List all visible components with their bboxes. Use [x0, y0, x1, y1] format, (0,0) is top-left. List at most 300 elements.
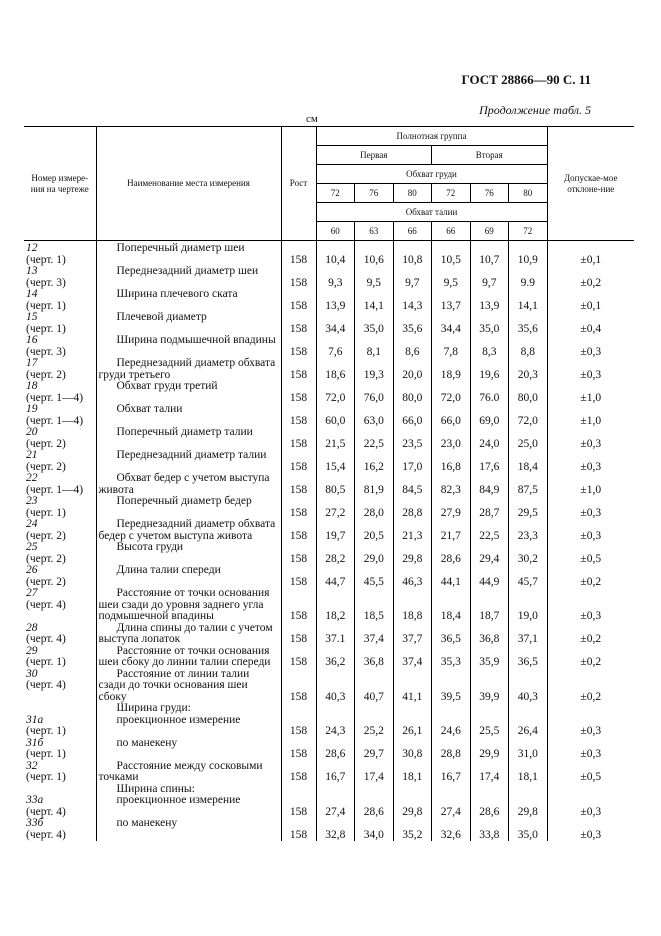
measure-name [96, 404, 281, 427]
measure-name-text: Переднезадний диаметр шеи [116, 265, 259, 277]
chest-value: 72 [316, 184, 355, 203]
measure-number-cell [24, 738, 96, 761]
measure-number: 24 [26, 518, 38, 530]
measure-name-text: по манекену [116, 736, 178, 749]
measure-name [96, 519, 281, 542]
value-cell: 63,0 [355, 404, 394, 427]
height-cell: 158 [281, 427, 316, 450]
measure-name-text: Плечевой диаметр [116, 311, 207, 323]
measure-name [96, 703, 281, 715]
drawing-ref: (черт. 1) [26, 322, 66, 335]
col-tolerance-header: Допускае-мое отклоне-ние [547, 127, 634, 241]
value-cell: 18,8 [393, 588, 432, 623]
value-cell: 26,4 [509, 715, 548, 738]
tolerance-cell: ±0,3 [547, 738, 634, 761]
value-cell: 17,4 [470, 761, 509, 784]
measure-number-cell [24, 241, 96, 267]
measure-number-cell [24, 542, 96, 565]
chest-value: 76 [470, 184, 509, 203]
tolerance-cell: ±0,3 [547, 588, 634, 623]
value-cell: 10,9 [509, 241, 548, 267]
value-cell: 24,3 [316, 715, 355, 738]
measure-number-cell [24, 473, 96, 496]
drawing-ref: (черт. 1) [26, 748, 66, 760]
height-cell [281, 703, 316, 715]
measure-name [96, 335, 281, 358]
col-height-header: Рост [281, 127, 316, 241]
value-cell: 30,8 [393, 738, 432, 761]
value-cell: 37,1 [509, 623, 548, 646]
value-cell: 44,9 [470, 565, 509, 588]
height-cell: 158 [281, 646, 316, 669]
value-cell: 29,4 [470, 542, 509, 565]
document-code: ГОСТ 28866—90 С. 11 [461, 72, 591, 87]
value-cell: 80,0 [393, 381, 432, 404]
value-cell: 29,8 [509, 795, 548, 818]
table-row [24, 542, 634, 565]
tolerance-cell: ±0,2 [547, 266, 634, 289]
measure-number-cell [24, 818, 96, 841]
height-cell: 158 [281, 473, 316, 496]
table-row [24, 669, 634, 704]
value-cell: 36,5 [509, 646, 548, 669]
measure-number-cell [24, 427, 96, 450]
fullness-group-header: Полнотная группа [316, 127, 547, 146]
measure-name-text: Обхват груди третий [116, 380, 218, 392]
measure-name-text: Расстояние между сосковыми точками [98, 759, 263, 783]
value-cell: 39,5 [432, 669, 471, 704]
measure-name-text: Обхват бедер с учетом выступа живота [98, 472, 270, 496]
table-row [24, 450, 634, 473]
measure-name [96, 266, 281, 289]
table-row [24, 703, 634, 715]
value-cell: 29,9 [470, 738, 509, 761]
waist-value: 63 [355, 222, 394, 241]
value-cell: 14,3 [393, 289, 432, 312]
value-cell: 28,2 [316, 542, 355, 565]
value-cell: 34,4 [432, 312, 471, 335]
unit-label: см [306, 113, 318, 125]
value-cell: 18,6 [316, 358, 355, 381]
value-cell: 28,8 [432, 738, 471, 761]
tolerance-cell: ±0,3 [547, 450, 634, 473]
value-cell: 24,0 [470, 427, 509, 450]
value-cell: 36,8 [355, 646, 394, 669]
measure-number: 31б [26, 736, 44, 749]
height-cell: 158 [281, 588, 316, 623]
drawing-ref: (черт. 3) [26, 276, 66, 289]
value-cell: 36,2 [316, 646, 355, 669]
measure-name-text: Переднезадний диаметр обхвата груди третьего [98, 357, 276, 381]
table-row [24, 588, 634, 623]
value-cell: 9,7 [393, 266, 432, 289]
measure-name-text: Ширина спины: [116, 782, 195, 795]
table-row [24, 381, 634, 404]
value-cell: 72,0 [509, 404, 548, 427]
value-cell: 35,2 [393, 818, 432, 841]
height-cell: 158 [281, 450, 316, 473]
table-row [24, 795, 634, 818]
value-cell: 31,0 [509, 738, 548, 761]
value-cell: 34,0 [355, 818, 394, 841]
table-body [24, 241, 634, 842]
value-cell: 28,7 [470, 496, 509, 519]
chest-value: 80 [509, 184, 548, 203]
value-cell: 9,5 [355, 266, 394, 289]
measure-name-text: Длина талии спереди [116, 564, 221, 576]
value-cell: 19,3 [355, 358, 394, 381]
value-cell: 76.0 [470, 381, 509, 404]
value-cell: 72,0 [316, 381, 355, 404]
height-cell [281, 784, 316, 796]
drawing-ref: (черт. 1) [26, 253, 66, 266]
value-cell: 25,5 [470, 715, 509, 738]
value-cell: 9,3 [316, 266, 355, 289]
chest-girth-header: Обхват груди [316, 165, 547, 184]
measure-name-text: Расстояние от точки основания шеи сзади до уровня заднего угла подмышечной впадины [98, 587, 270, 622]
value-cell: 23,5 [393, 427, 432, 450]
table-row [24, 266, 634, 289]
measure-name [96, 450, 281, 473]
value-cell: 44,1 [432, 565, 471, 588]
measure-name [96, 427, 281, 450]
measure-number: 17 [26, 357, 38, 369]
table-row [24, 646, 634, 669]
measure-number: 31а [26, 713, 44, 726]
value-cell: 19,0 [509, 588, 548, 623]
chest-value: 76 [355, 184, 394, 203]
value-cell: 14,1 [355, 289, 394, 312]
value-cell: 13,9 [316, 289, 355, 312]
value-cell: 37,4 [393, 646, 432, 669]
value-cell: 18,1 [393, 761, 432, 784]
drawing-ref: (черт. 4) [26, 598, 66, 611]
table-row [24, 818, 634, 841]
drawing-ref: (черт. 4) [26, 679, 66, 691]
height-cell: 158 [281, 335, 316, 358]
tolerance-cell: ±0,5 [547, 761, 634, 784]
value-cell: 21,5 [316, 427, 355, 450]
measure-name-text: Поперечный диаметр талии [116, 426, 253, 438]
waist-value: 66 [393, 222, 432, 241]
value-cell: 34,4 [316, 312, 355, 335]
measure-number-cell [24, 646, 96, 669]
waist-value: 66 [432, 222, 471, 241]
measure-name-text: Поперечный диаметр бедер [116, 495, 252, 507]
measure-name [96, 646, 281, 669]
measure-name-text: Ширина подмышечной впадины [116, 334, 276, 346]
drawing-ref: (черт. 2) [26, 529, 66, 542]
table-row [24, 241, 634, 267]
measure-number: 27 [26, 587, 38, 599]
measure-number-cell [24, 289, 96, 312]
measure-number: 32 [26, 759, 38, 772]
measure-number: 19 [26, 403, 38, 415]
tolerance-cell: ±1,0 [547, 381, 634, 404]
value-cell [509, 703, 548, 715]
height-cell: 158 [281, 381, 316, 404]
tolerance-cell: ±0,3 [547, 795, 634, 818]
drawing-ref: (черт. 2) [26, 575, 66, 588]
measure-name [96, 241, 281, 267]
value-cell: 17,6 [470, 450, 509, 473]
measure-number: 15 [26, 311, 38, 323]
value-cell: 32,6 [432, 818, 471, 841]
measure-name-text: Расстояние от точки основания шеи сбоку до линии талии спереди [98, 644, 271, 668]
value-cell: 76,0 [355, 381, 394, 404]
table-row [24, 289, 634, 312]
measure-number: 12 [26, 242, 38, 254]
value-cell [470, 784, 509, 796]
table-row [24, 784, 634, 796]
value-cell: 15,4 [316, 450, 355, 473]
measure-number-cell [24, 404, 96, 427]
value-cell: 37,4 [355, 623, 394, 646]
table-row [24, 519, 634, 542]
height-cell: 158 [281, 358, 316, 381]
measure-number-cell [24, 312, 96, 335]
measure-number: 14 [26, 288, 38, 300]
value-cell: 40,3 [509, 669, 548, 704]
value-cell: 21,7 [432, 519, 471, 542]
measure-name-text: Переднезадний диаметр талии [116, 449, 267, 461]
tolerance-cell: ±0,3 [547, 358, 634, 381]
value-cell: 87,5 [509, 473, 548, 496]
height-cell: 158 [281, 818, 316, 841]
value-cell: 13,9 [470, 289, 509, 312]
tolerance-cell: ±0,3 [547, 715, 634, 738]
value-cell: 14,1 [509, 289, 548, 312]
height-cell: 158 [281, 241, 316, 267]
measure-name [96, 588, 281, 623]
value-cell: 23,0 [432, 427, 471, 450]
height-cell: 158 [281, 404, 316, 427]
measure-number-cell [24, 715, 96, 738]
value-cell: 8,3 [470, 335, 509, 358]
chest-value: 72 [432, 184, 471, 203]
value-cell: 16,7 [432, 761, 471, 784]
value-cell [355, 784, 394, 796]
measure-name [96, 738, 281, 761]
tolerance-cell: ±0,4 [547, 312, 634, 335]
value-cell: 45,5 [355, 565, 394, 588]
waist-value: 69 [470, 222, 509, 241]
table-row [24, 335, 634, 358]
table-row [24, 623, 634, 646]
tolerance-cell: ±0,2 [547, 623, 634, 646]
measure-number-cell [24, 623, 96, 646]
value-cell: 16,7 [316, 761, 355, 784]
height-cell: 158 [281, 623, 316, 646]
group-first-header: Первая [316, 146, 432, 165]
value-cell: 25,0 [509, 427, 548, 450]
tolerance-cell: ±0,3 [547, 496, 634, 519]
value-cell: 20,3 [509, 358, 548, 381]
value-cell: 19,7 [316, 519, 355, 542]
value-cell: 16,8 [432, 450, 471, 473]
value-cell: 84,9 [470, 473, 509, 496]
value-cell: 19,6 [470, 358, 509, 381]
value-cell: 32,8 [316, 818, 355, 841]
drawing-ref: (черт. 4) [26, 805, 66, 818]
drawing-ref: (черт. 1) [26, 299, 66, 312]
tolerance-cell [547, 703, 634, 715]
measure-name-text: проекционное измерение [116, 794, 241, 806]
chest-value: 80 [393, 184, 432, 203]
value-cell: 41,1 [393, 669, 432, 704]
drawing-ref: (черт. 2) [26, 368, 66, 381]
value-cell: 27,4 [432, 795, 471, 818]
value-cell: 17,4 [355, 761, 394, 784]
value-cell: 24,6 [432, 715, 471, 738]
measurements-table [24, 126, 634, 841]
drawing-ref: (черт. 4) [26, 633, 66, 645]
continuation-note: Продолжение табл. 5 [479, 103, 591, 117]
measure-number-cell [24, 358, 96, 381]
value-cell: 36,8 [470, 623, 509, 646]
value-cell: 18,1 [509, 761, 548, 784]
measure-number-cell [24, 266, 96, 289]
measure-name [96, 818, 281, 841]
value-cell: 26,1 [393, 715, 432, 738]
value-cell: 39,9 [470, 669, 509, 704]
value-cell: 17,0 [393, 450, 432, 473]
drawing-ref: (черт. 3) [26, 345, 66, 358]
measure-number-cell [24, 761, 96, 784]
table-header [24, 127, 634, 241]
tolerance-cell: ±0,2 [547, 646, 634, 669]
measure-name [96, 623, 281, 646]
drawing-ref: (черт. 2) [26, 437, 66, 450]
value-cell: 29,7 [355, 738, 394, 761]
measure-number-cell [24, 496, 96, 519]
value-cell: 28,6 [355, 795, 394, 818]
value-cell: 35,9 [470, 646, 509, 669]
measure-name-text: Переднезадний диаметр обхвата бедер с учетом выступа живота [98, 518, 276, 542]
tolerance-cell: ±0,2 [547, 565, 634, 588]
measure-name [96, 312, 281, 335]
col-name-header: Наименование места измерения [96, 127, 281, 241]
value-cell: 28,6 [432, 542, 471, 565]
value-cell: 28,8 [393, 496, 432, 519]
value-cell: 8,8 [509, 335, 548, 358]
height-cell: 158 [281, 669, 316, 704]
value-cell: 18,4 [509, 450, 548, 473]
value-cell: 84,5 [393, 473, 432, 496]
value-cell: 29,8 [393, 795, 432, 818]
value-cell: 10,4 [316, 241, 355, 267]
value-cell: 18,9 [432, 358, 471, 381]
waist-girth-header: Обхват талии [316, 203, 547, 222]
value-cell: 20,5 [355, 519, 394, 542]
value-cell: 18,5 [355, 588, 394, 623]
measure-number-cell [24, 450, 96, 473]
measure-number: 33б [26, 817, 44, 829]
measure-number: 33а [26, 794, 44, 806]
value-cell: 37,7 [393, 623, 432, 646]
drawing-ref: (черт. 4) [26, 828, 66, 841]
measure-name-text: Ширина плечевого ската [116, 288, 238, 300]
value-cell: 35,6 [509, 312, 548, 335]
tolerance-cell: ±0,3 [547, 427, 634, 450]
value-cell: 36,5 [432, 623, 471, 646]
measure-number-cell [24, 519, 96, 542]
value-cell: 40,3 [316, 669, 355, 704]
table-row [24, 473, 634, 496]
value-cell [316, 784, 355, 796]
measure-number-cell [24, 381, 96, 404]
measure-name-text: Ширина груди: [116, 702, 191, 714]
value-cell: 35,0 [470, 312, 509, 335]
table-row [24, 312, 634, 335]
tolerance-cell [547, 784, 634, 796]
value-cell: 81,9 [355, 473, 394, 496]
value-cell: 10,5 [432, 241, 471, 267]
drawing-ref: (черт. 1—4) [26, 391, 84, 404]
tolerance-cell: ±0,2 [547, 669, 634, 704]
value-cell: 21,3 [393, 519, 432, 542]
measure-name-text: по манекену [116, 817, 178, 829]
value-cell: 45,7 [509, 565, 548, 588]
measure-name-text: Поперечный диаметр шеи [116, 242, 245, 254]
value-cell: 16,2 [355, 450, 394, 473]
value-cell: 46,3 [393, 565, 432, 588]
measure-name [96, 358, 281, 381]
value-cell: 29,5 [509, 496, 548, 519]
value-cell [432, 703, 471, 715]
value-cell: 8,6 [393, 335, 432, 358]
measure-number: 22 [26, 472, 38, 484]
value-cell: 22,5 [355, 427, 394, 450]
value-cell [316, 703, 355, 715]
tolerance-cell: ±0,1 [547, 241, 634, 267]
measure-name [96, 542, 281, 565]
value-cell: 10,6 [355, 241, 394, 267]
measure-number-cell [24, 565, 96, 588]
value-cell: 82,3 [432, 473, 471, 496]
col-number-header: Номер измере-ния на чертеже [24, 127, 96, 241]
height-cell: 158 [281, 289, 316, 312]
value-cell: 22,5 [470, 519, 509, 542]
value-cell: 35,6 [393, 312, 432, 335]
value-cell: 10,7 [470, 241, 509, 267]
measure-name [96, 289, 281, 312]
drawing-ref: (черт. 1—4) [26, 414, 84, 427]
measure-name [96, 496, 281, 519]
value-cell: 27,2 [316, 496, 355, 519]
waist-value: 72 [509, 222, 548, 241]
measure-name-text: Расстояние от линии талии сзади до точки основания шеи сбоку [98, 667, 250, 703]
value-cell: 29,8 [393, 542, 432, 565]
height-cell: 158 [281, 496, 316, 519]
table-row [24, 761, 634, 784]
measure-number: 23 [26, 495, 38, 507]
value-cell: 37.1 [316, 623, 355, 646]
value-cell [470, 703, 509, 715]
measure-number-cell [24, 795, 96, 818]
height-cell: 158 [281, 761, 316, 784]
measure-name-text: проекционное измерение [116, 713, 241, 726]
value-cell: 7,8 [432, 335, 471, 358]
value-cell: 29,0 [355, 542, 394, 565]
table-row [24, 427, 634, 450]
measure-number-cell [24, 335, 96, 358]
value-cell: 35,0 [509, 818, 548, 841]
value-cell [432, 784, 471, 796]
height-cell: 158 [281, 715, 316, 738]
value-cell: 7,6 [316, 335, 355, 358]
table-row [24, 738, 634, 761]
